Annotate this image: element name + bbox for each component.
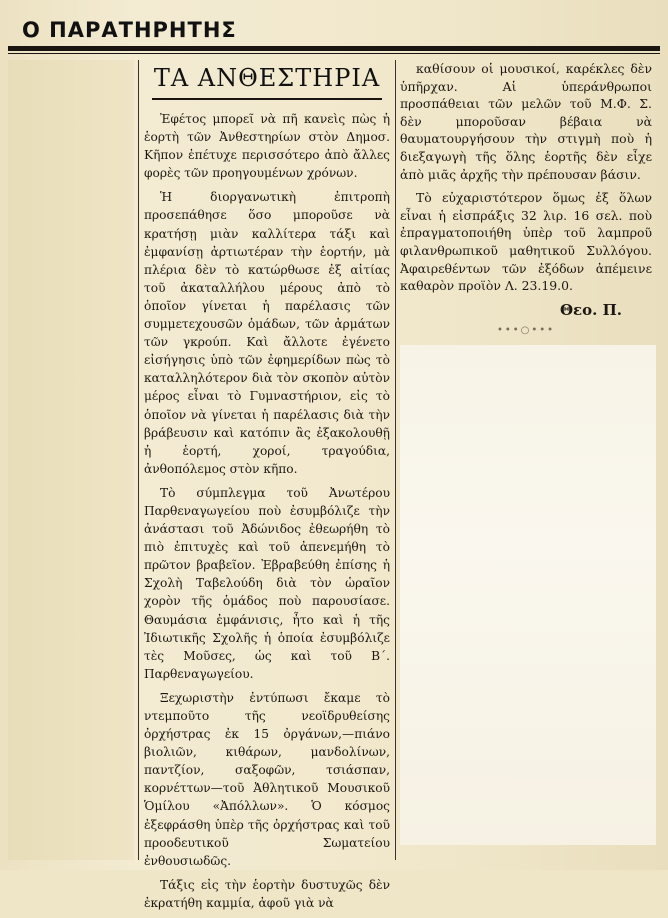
faded-blank-area [400, 345, 656, 845]
left-margin [8, 60, 134, 860]
article-paragraph: Τὸ εὐχαριστότερον ὅμως ἐξ ὅλων εἶναι ἡ εἰσπράξις 32 λιρ. 16 σελ. ποὺ ἐπραγματοποιήθη ὑπὲρ τοῦ λαμπροῦ φιλανθρωπικοῦ μαθητικοῦ Συλλόγου. Ἀφαιρεθέντων τῶν ἐξόδων ἀπέμεινε καθαρὸν προϊὸν Λ. 23.19.0. [400, 190, 652, 294]
masthead-title: Ο ΠΑΡΑΤΗΡΗΤΗΣ [22, 18, 237, 42]
author-signature: Θεο. Π. [559, 300, 622, 319]
masthead-rule-thin [8, 53, 660, 54]
article-paragraph: Τάξις εἰς τὴν ἑορτὴν δυστυχῶς δὲν ἐκρατήθη καμμία, ἀφοῦ γιὰ νὰ [144, 877, 390, 910]
article-title: ΤΑ ΑΝΘΕΣΤΗΡΙΑ [153, 64, 381, 92]
article-paragraph: Ἡ διοργανωτικὴ ἐπιτροπὴ προσεπάθησε ὅσο μποροῦσε νὰ κρατήσῃ μιὰν καλλίτερα τάξι καὶ ἐμφανίσῃ ἀρτιωτέραν τὴν ἑορτήν, μὰ πλέρια δὲν τὸ κατώρθωσε ἐξ αἰτίας τοῦ ἀκαταλλήλου μέρους ἀπὸ τὸ ὁποῖον γίνεται ἡ παρέλασις τῶν συμμετεχουσῶν ὁμάδων, τῶν ἁρμάτων τῶν γκρούπ. Καὶ ἄλλοτε ἐγένετο εἰσήγησις ὑπὸ τῶν ἐφημερίδων πὼς τὸ καταλληλότερον διὰ τὸν σκοπὸν αὐτὸν μέρος εἶναι τὸ Γυμναστήριον, εἰς τὸ ὁποῖον νὰ γίνεται ἡ παρέλασις διὰ τὴν βράβευσιν καὶ κατόπιν ἂς ἐξακολουθῇ ἡ ἑορτή, χοροί, τραγούδια, ἀνθοπόλεμος στὸν κῆπο. [144, 190, 390, 476]
column-divider-middle [395, 60, 396, 860]
article-paragraph: καθίσουν οἱ μουσικοί, καρέκλες δὲν ὑπῆρχαν. Αἱ ὑπεράνθρωποι προσπάθειαι τῶν μελῶν τοῦ Μ.Φ. Σ. δὲν μποροῦσαν βέβαια νὰ θαυματουργήσουν τὴν στιγμὴ ποὺ ἡ διεξαγωγὴ τῆς ὅλης ἑορτῆς δὲν εἶχε ἀπὸ μιᾶς ἀρχῆς τὴν πρέπουσαν βάσιν. [400, 61, 652, 182]
masthead-rule [8, 46, 660, 51]
article-paragraph: Τὸ σύμπλεγμα τοῦ Ἀνωτέρου Παρθεναγωγείου ποὺ ἐσυμβόλιζε τὴν ἀνάστασι τοῦ Ἀδώνιδος ἐθεωρήθη τὸ πιὸ ἐπιτυχὲς καὶ τοῦ ἀπενεμήθη τὸ πρῶτον βραβεῖον. Ἐβραβεύθη ἐπίσης ἡ Σχολὴ Ταβελούδη διὰ τὸν ὡραῖον χορὸν τῆς ὁμάδος ποὺ παρουσίασε. Θαυμάσια ἐμφάνισις, ἦτο καὶ ἡ τῆς Ἰδιωτικῆς Σχολῆς ἡ ὁποία ἐσυμβόλιζε τὲς Μοῦσες, ὡς καὶ τοῦ Β΄. Παρθεναγωγείου. [144, 485, 390, 681]
ornament-divider: •••○••• [496, 324, 556, 336]
article-column-1 [144, 60, 390, 918]
masthead-bar [8, 12, 660, 52]
title-rule [152, 98, 382, 100]
article-paragraph: Ξεχωριστὴν ἐντύπωσι ἔκαμε τὸ ντεμποῦτο τῆς νεοϊδρυθείσης ὀρχήστρας ἐκ 15 ὀργάνων,—πιάνο βιολιῶν, κιθάρων, μανδολίνων, παντζίον, σαξοφῶν, τσιάσπαν, κορνέττων—τοῦ Ἀθλητικοῦ Μουσικοῦ Ὁμίλου «Ἀπόλλων». Ὁ κόσμος ἐξεφράσθη ὑπὲρ τῆς ὀρχήστρας καὶ τοῦ προοδευτικοῦ Σωματείου ἐνθουσιωδῶς. [144, 690, 390, 868]
column-divider-left [138, 60, 139, 860]
article-column-2 [400, 60, 652, 340]
article-paragraph: Ἐφέτος μπορεῖ νὰ πῆ κανεὶς πὼς ἡ ἑορτὴ τῶν Ἀνθεστηρίων στὸν Δημοσ. Κῆπον ἐπέτυχε περισσότερο ἀπὸ ἄλλες φορὲς τῶν προηγουμένων χρόνων. [144, 112, 390, 181]
